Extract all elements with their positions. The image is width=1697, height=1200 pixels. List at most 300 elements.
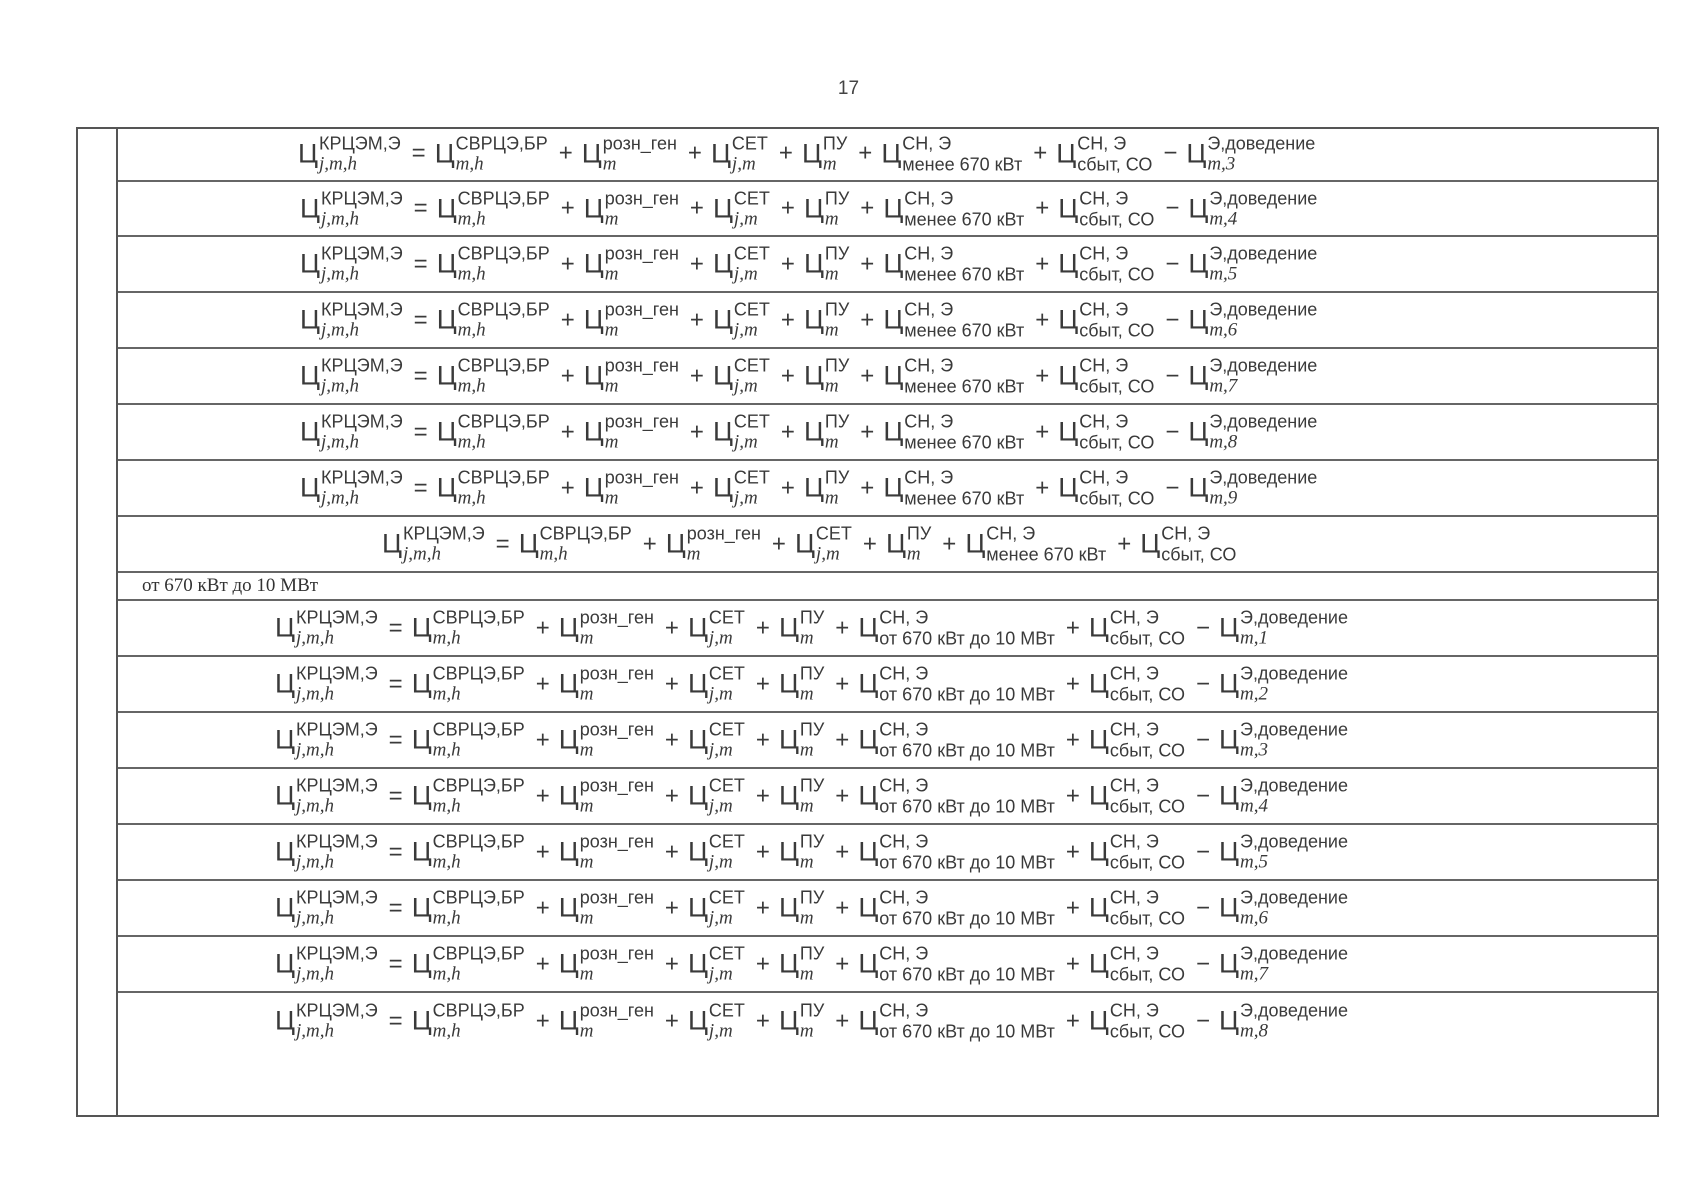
term-scripts (605, 413, 679, 452)
term-superscript: ПУ (799, 607, 825, 628)
term-scripts (734, 469, 770, 508)
supplier-margin-term (883, 357, 1024, 396)
term-base: Ц (436, 304, 457, 335)
term-superscript: СВРЦЭ,БР (457, 467, 550, 488)
term-base: Ц (1219, 948, 1240, 979)
formula (382, 525, 1238, 564)
term-superscript: СН, Э (1079, 467, 1129, 488)
term-base: Ц (858, 948, 879, 979)
term-superscript: СВРЦЭ,БР (457, 355, 550, 376)
term-scripts (580, 833, 654, 872)
operator: + (689, 194, 704, 222)
operator: = (388, 670, 403, 697)
term-superscript: КРЦЭМ,Э (295, 1000, 378, 1021)
term-subscript: m,h (457, 263, 486, 285)
term-superscript: ПУ (824, 299, 850, 320)
free-price-term (412, 777, 525, 816)
table-row (118, 881, 1659, 937)
operator: + (642, 530, 657, 557)
term-base: Ц (581, 138, 602, 168)
term-superscript: СВРЦЭ,БР (457, 243, 550, 264)
term-base: Ц (712, 304, 733, 335)
term-base: Ц (1188, 304, 1209, 335)
term-subscript: m (579, 795, 594, 817)
term-superscript: СВРЦЭ,БР (432, 887, 525, 908)
table-row (118, 182, 1659, 237)
adjustment-term (1219, 889, 1348, 928)
term-subscript: m,h (432, 963, 461, 985)
lhs-price-term (298, 134, 401, 173)
operator: + (1065, 894, 1080, 921)
term-scripts (879, 609, 1055, 648)
term-base: Ц (883, 193, 904, 223)
table-row (118, 601, 1659, 657)
page-number: 17 (837, 78, 860, 99)
term-base: Ц (558, 892, 579, 923)
term-subscript: j,m (708, 851, 733, 873)
lhs-price-term (300, 357, 403, 396)
sales-so-term (1058, 413, 1154, 452)
term-subscript: j,m (708, 683, 733, 705)
term-scripts (1110, 1002, 1185, 1041)
term-scripts (433, 665, 525, 704)
term-scripts (1110, 609, 1185, 648)
term-superscript: СВРЦЭ,БР (432, 831, 525, 852)
table-row (118, 237, 1659, 293)
supplier-margin-term (858, 833, 1055, 872)
infrastructure-term (804, 301, 849, 340)
term-superscript: СН, Э (1161, 523, 1211, 544)
term-base: Ц (275, 836, 295, 867)
term-base: Ц (712, 472, 733, 503)
term-base: Ц (1140, 528, 1161, 559)
term-scripts (734, 245, 770, 284)
term-scripts (734, 189, 770, 228)
operator: − (1196, 950, 1211, 977)
term-scripts (902, 134, 1022, 173)
term-superscript: розн_ген (602, 133, 677, 153)
term-base: Ц (1219, 892, 1240, 923)
term-scripts (605, 469, 679, 508)
term-subscript: от 670 кВт до 10 МВт (879, 628, 1055, 649)
term-superscript: СН, Э (879, 887, 929, 908)
term-scripts (709, 945, 745, 984)
term-scripts (580, 609, 654, 648)
free-price-term (437, 413, 550, 452)
lhs-price-term (300, 469, 403, 508)
term-scripts (800, 1002, 824, 1041)
operator: = (413, 474, 428, 501)
supplier-margin-term (858, 609, 1055, 648)
term-scripts (825, 469, 849, 508)
term-superscript: ПУ (824, 411, 850, 432)
term-subscript: сбыт, СО (1079, 209, 1155, 229)
term-scripts (823, 134, 847, 173)
term-scripts (605, 245, 679, 284)
operator: + (535, 894, 550, 921)
term-base: Ц (710, 138, 731, 168)
term-base: Ц (801, 138, 822, 168)
term-subscript: сбыт, СО (1079, 432, 1155, 453)
operator: + (860, 194, 875, 222)
term-superscript: ПУ (824, 355, 850, 376)
adjustment-term (1188, 413, 1317, 452)
term-superscript: розн_ген (686, 523, 761, 544)
term-superscript: СН, Э (904, 188, 954, 208)
retail-gen-term (559, 721, 654, 760)
term-base: Ц (858, 668, 879, 699)
operator: + (535, 1007, 550, 1034)
term-subscript: j,m (708, 963, 733, 985)
operator: + (560, 194, 575, 222)
adjustment-term (1188, 189, 1317, 228)
term-subscript: сбыт, СО (1109, 852, 1186, 873)
term-base: Ц (583, 304, 604, 335)
term-scripts (800, 665, 824, 704)
operator: − (1165, 250, 1180, 277)
network-term (688, 1002, 745, 1041)
operator: + (780, 250, 795, 277)
term-subscript: m (686, 543, 701, 565)
term-subscript: менее 670 кВт (904, 209, 1025, 229)
operator: + (558, 139, 573, 167)
operator: + (560, 474, 575, 501)
term-superscript: Э,доведение (1209, 299, 1318, 320)
term-subscript: m (604, 487, 619, 509)
term-base: Ц (1219, 612, 1240, 643)
term-scripts (1079, 469, 1154, 508)
free-price-term (412, 721, 525, 760)
term-superscript: розн_ген (579, 943, 654, 964)
term-superscript: СВРЦЭ,БР (457, 188, 550, 208)
term-scripts (879, 833, 1055, 872)
term-subscript: j,m,h (295, 795, 334, 817)
operator: + (664, 782, 679, 809)
term-superscript: СН, Э (879, 775, 929, 796)
operator: + (1065, 950, 1080, 977)
retail-gen-term (559, 833, 654, 872)
operator: + (1035, 418, 1050, 445)
table-row (118, 937, 1659, 993)
term-base: Ц (382, 528, 402, 559)
formula (298, 134, 1317, 173)
operator: + (689, 250, 704, 277)
term-superscript: СЕТ (708, 831, 745, 852)
term-superscript: КРЦЭМ,Э (320, 467, 403, 488)
term-superscript: КРЦЭМ,Э (320, 411, 403, 432)
term-subscript: сбыт, СО (1109, 740, 1186, 761)
operator: + (835, 894, 850, 921)
term-base: Ц (712, 193, 733, 223)
free-price-term (435, 134, 548, 173)
term-scripts (1209, 301, 1317, 340)
term-subscript: j,m,h (295, 851, 334, 873)
adjustment-term (1219, 833, 1348, 872)
term-scripts (433, 889, 525, 928)
term-subscript: j,m,h (320, 431, 359, 453)
term-base: Ц (436, 248, 457, 279)
term-base: Ц (411, 612, 432, 643)
term-subscript: j,m (733, 431, 758, 453)
table-row (118, 461, 1659, 517)
term-subscript: m (604, 208, 619, 229)
operator: + (1065, 782, 1080, 809)
term-superscript: СН, Э (904, 411, 954, 432)
operator: + (687, 139, 702, 167)
term-scripts (433, 945, 525, 984)
operator: = (411, 139, 426, 167)
sales-so-term (1089, 1002, 1185, 1041)
term-scripts (458, 189, 550, 228)
retail-gen-term (584, 189, 679, 228)
term-subscript: m,8 (1240, 1020, 1268, 1042)
term-subscript: m (602, 153, 617, 174)
term-superscript: КРЦЭМ,Э (320, 188, 403, 208)
term-scripts (458, 357, 550, 396)
term-superscript: СЕТ (708, 1000, 745, 1021)
operator: + (664, 950, 679, 977)
term-subscript: j,m,h (295, 1020, 334, 1042)
term-subscript: m,4 (1240, 795, 1268, 817)
operator: + (755, 614, 770, 641)
operator: + (664, 838, 679, 865)
term-subscript: m,6 (1240, 907, 1268, 929)
retail-gen-term (584, 469, 679, 508)
term-base: Ц (275, 892, 295, 923)
term-base: Ц (858, 892, 879, 923)
operator: + (835, 838, 850, 865)
free-price-term (412, 833, 525, 872)
term-subscript: менее 670 кВт (986, 544, 1107, 565)
term-superscript: ПУ (799, 719, 825, 740)
operator: − (1165, 362, 1180, 389)
lhs-price-term (275, 889, 378, 928)
operator: − (1165, 474, 1180, 501)
term-scripts (904, 357, 1024, 396)
term-base: Ц (778, 892, 799, 923)
sales-so-term (1089, 833, 1185, 872)
term-superscript: КРЦЭМ,Э (295, 719, 378, 740)
term-scripts (709, 609, 745, 648)
table-row (118, 293, 1659, 349)
term-scripts (1240, 609, 1348, 648)
term-superscript: СН, Э (879, 719, 929, 740)
term-subscript: m (579, 907, 594, 929)
term-base: Ц (778, 668, 799, 699)
sales-so-term (1058, 301, 1154, 340)
term-subscript: сбыт, СО (1109, 796, 1186, 817)
term-base: Ц (583, 193, 604, 223)
term-base: Ц (411, 892, 432, 923)
term-base: Ц (436, 360, 457, 391)
term-scripts (603, 134, 677, 173)
term-subscript: m (604, 319, 619, 341)
term-subscript: m (824, 487, 839, 509)
term-base: Ц (436, 472, 457, 503)
term-subscript: m,h (432, 1020, 461, 1042)
network-term (713, 189, 770, 228)
sales-so-term (1089, 777, 1185, 816)
operator: + (755, 894, 770, 921)
table-row (118, 657, 1659, 713)
term-base: Ц (1056, 138, 1077, 168)
retail-gen-term (584, 413, 679, 452)
operator: + (535, 950, 550, 977)
sales-so-term (1056, 134, 1152, 173)
term-base: Ц (665, 528, 686, 559)
term-scripts (1240, 889, 1348, 928)
lhs-price-term (300, 245, 403, 284)
term-scripts (800, 833, 824, 872)
term-scripts (1079, 413, 1154, 452)
supplier-margin-term (858, 1002, 1055, 1041)
term-scripts (1209, 469, 1317, 508)
free-price-term (412, 1002, 525, 1041)
term-scripts (1079, 245, 1154, 284)
term-scripts (709, 833, 745, 872)
term-base: Ц (275, 668, 295, 699)
term-superscript: Э,доведение (1240, 1000, 1348, 1021)
retail-gen-term (559, 889, 654, 928)
operator: + (1065, 1007, 1080, 1034)
term-base: Ц (1088, 668, 1109, 699)
term-superscript: КРЦЭМ,Э (295, 887, 378, 908)
term-scripts (879, 889, 1055, 928)
term-base: Ц (1058, 416, 1079, 447)
operator: + (835, 1007, 850, 1034)
term-subscript: m (824, 375, 839, 397)
term-subscript: m,7 (1209, 375, 1238, 397)
supplier-margin-term (883, 413, 1024, 452)
operator: + (942, 530, 957, 557)
infrastructure-term (779, 833, 824, 872)
network-term (688, 945, 745, 984)
term-subscript: m,h (539, 543, 568, 565)
operator: + (689, 418, 704, 445)
term-base: Ц (298, 138, 318, 168)
operator: + (755, 782, 770, 809)
term-subscript: m,h (432, 907, 461, 929)
supplier-margin-term (883, 189, 1024, 228)
term-subscript: m (799, 683, 814, 705)
term-subscript: m (799, 627, 814, 649)
term-scripts (540, 525, 632, 564)
table-row (118, 825, 1659, 881)
term-subscript: сбыт, СО (1109, 1021, 1186, 1042)
supplier-margin-term (881, 134, 1022, 173)
term-subscript: сбыт, СО (1079, 376, 1155, 397)
term-base: Ц (1219, 668, 1240, 699)
term-superscript: СЕТ (708, 719, 745, 740)
term-superscript: СН, Э (1109, 1000, 1159, 1021)
term-superscript: ПУ (799, 1000, 825, 1021)
term-scripts (904, 469, 1024, 508)
term-scripts (1079, 357, 1154, 396)
term-superscript: СВРЦЭ,БР (457, 299, 550, 320)
operator: + (1065, 670, 1080, 697)
term-scripts (825, 189, 849, 228)
lhs-price-term (275, 833, 378, 872)
term-superscript: СН, Э (879, 831, 929, 852)
term-superscript: ПУ (824, 467, 850, 488)
term-scripts (1110, 777, 1185, 816)
term-superscript: розн_ген (579, 719, 654, 740)
term-base: Ц (411, 948, 432, 979)
formula (275, 1002, 1350, 1041)
formula (275, 833, 1350, 872)
operator: + (1035, 194, 1050, 222)
term-base: Ц (778, 836, 799, 867)
term-scripts (296, 833, 378, 872)
table-row (118, 127, 1659, 182)
term-subscript: m (824, 319, 839, 341)
term-base: Ц (1188, 193, 1209, 223)
operator: + (535, 726, 550, 753)
term-subscript: менее 670 кВт (902, 154, 1023, 174)
term-superscript: розн_ген (604, 299, 679, 320)
term-base: Ц (1219, 1005, 1240, 1036)
term-scripts (319, 134, 401, 173)
term-base: Ц (794, 528, 815, 559)
adjustment-term (1188, 357, 1317, 396)
term-scripts (709, 665, 745, 704)
sales-so-term (1058, 245, 1154, 284)
term-base: Ц (687, 836, 708, 867)
formula (300, 469, 1319, 508)
infrastructure-term (886, 525, 931, 564)
lhs-price-term (300, 413, 403, 452)
term-superscript: СЕТ (733, 467, 770, 488)
network-term (713, 357, 770, 396)
term-scripts (1240, 1002, 1348, 1041)
adjustment-term (1219, 721, 1348, 760)
lhs-price-term (275, 665, 378, 704)
operator: = (388, 1007, 403, 1034)
sales-so-term (1058, 469, 1154, 508)
retail-gen-term (584, 357, 679, 396)
term-base: Ц (558, 948, 579, 979)
term-superscript: Э,доведение (1240, 831, 1348, 852)
network-term (713, 469, 770, 508)
term-subscript: m,h (432, 627, 461, 649)
supplier-margin-term (858, 945, 1055, 984)
term-base: Ц (1058, 248, 1079, 279)
term-subscript: m (824, 263, 839, 285)
term-scripts (1110, 665, 1185, 704)
term-superscript: СВРЦЭ,БР (457, 411, 550, 432)
term-base: Ц (687, 1005, 708, 1036)
operator: + (860, 474, 875, 501)
term-subscript: от 670 кВт до 10 МВт (879, 1021, 1055, 1042)
retail-gen-term (559, 777, 654, 816)
term-scripts (879, 665, 1055, 704)
operator: + (1117, 530, 1132, 557)
term-superscript: Э,доведение (1209, 355, 1318, 376)
term-subscript: j,m (815, 543, 840, 565)
term-scripts (1209, 413, 1317, 452)
retail-gen-term (559, 1002, 654, 1041)
term-superscript: розн_ген (604, 411, 679, 432)
term-subscript: j,m (708, 1020, 733, 1042)
term-superscript: СЕТ (731, 133, 768, 153)
term-superscript: СН, Э (1079, 355, 1129, 376)
sales-so-term (1089, 665, 1185, 704)
formula (275, 609, 1350, 648)
operator: + (535, 614, 550, 641)
term-subscript: m,5 (1209, 263, 1238, 285)
term-superscript: розн_ген (604, 467, 679, 488)
term-scripts (433, 1002, 525, 1041)
